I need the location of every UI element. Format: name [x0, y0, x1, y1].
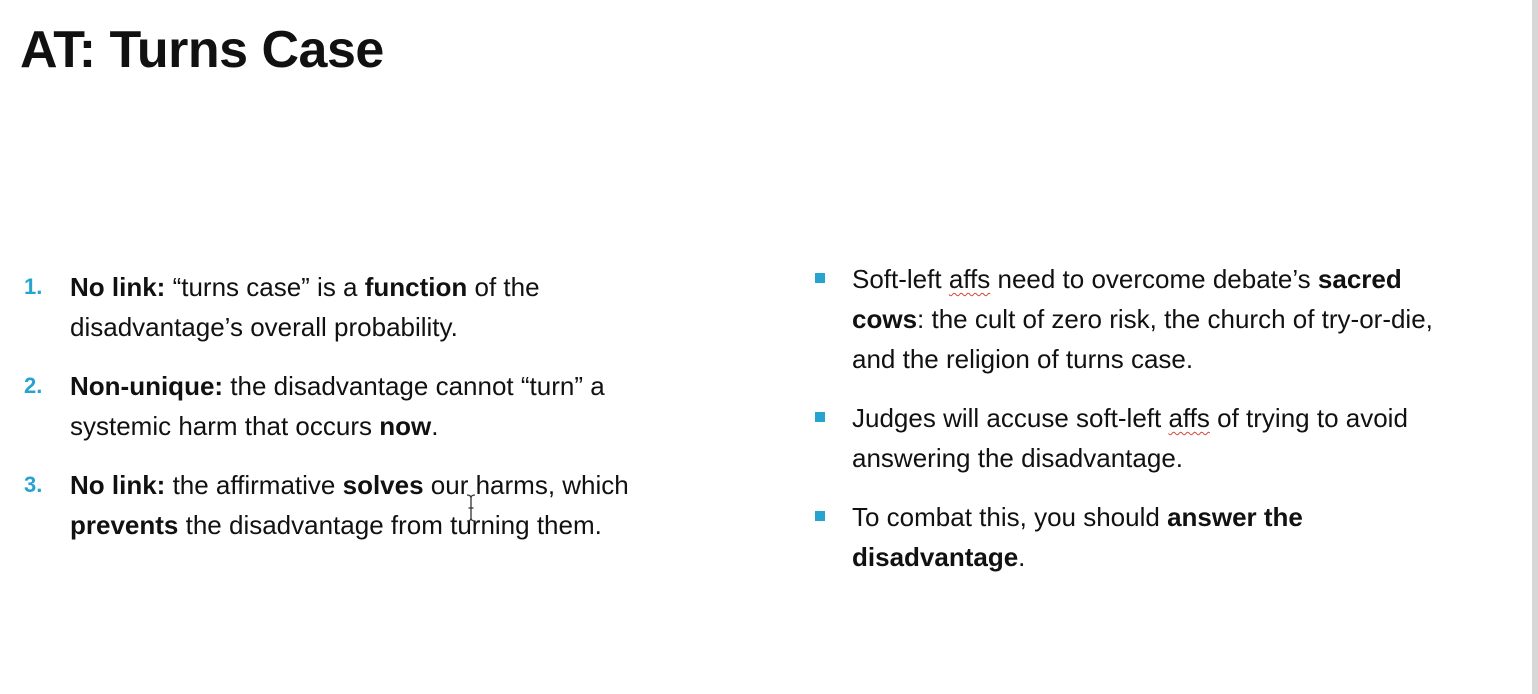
- window-edge: [1532, 0, 1538, 694]
- list-item-text: [70, 267, 714, 347]
- emphasis-text: function: [364, 272, 468, 302]
- emphasis-text: cows: [852, 304, 918, 334]
- numbered-list-item: [24, 267, 714, 347]
- bullet-list: [812, 259, 1502, 596]
- emphasis-text: sacred: [1317, 264, 1402, 294]
- spellcheck-flagged-word: affs: [948, 264, 991, 294]
- body-text: the affirmative: [165, 470, 343, 500]
- square-bullet-icon: [815, 511, 825, 521]
- text-line: [70, 505, 714, 545]
- bullet-list-item: [812, 398, 1502, 478]
- text-line: [70, 366, 714, 406]
- text-cursor-icon: [466, 494, 476, 522]
- emphasis-text: now: [379, 411, 432, 441]
- text-line: [852, 398, 1502, 438]
- body-text: of the: [467, 272, 540, 302]
- list-item-text: [70, 366, 714, 446]
- text-line: [70, 465, 714, 505]
- text-line: [852, 438, 1502, 478]
- body-text: Soft-left: [852, 264, 949, 294]
- body-text: “turns case” is a: [165, 272, 365, 302]
- body-text: disadvantage’s overall probability.: [70, 312, 458, 342]
- text-line: [70, 307, 714, 347]
- body-text: .: [1018, 542, 1026, 572]
- list-item-text: [70, 465, 714, 545]
- body-text: To combat this, you should: [852, 502, 1168, 532]
- list-number: 1.: [24, 274, 43, 299]
- text-line: [70, 406, 714, 446]
- text-line: [70, 267, 714, 307]
- text-line: [852, 259, 1502, 299]
- emphasis-text: No link:: [70, 272, 166, 302]
- text-line: [852, 299, 1502, 339]
- body-text: the disadvantage cannot “turn” a: [223, 371, 605, 401]
- numbered-list: [24, 267, 714, 564]
- body-text: : the cult of zero risk, the church of try-or-die,: [917, 304, 1433, 334]
- emphasis-text: answer the: [1167, 502, 1303, 532]
- bullet-list-item: [812, 497, 1502, 577]
- square-bullet-icon: [815, 273, 825, 283]
- body-text: Judges will accuse soft-left: [852, 403, 1169, 433]
- body-text: of trying to avoid: [1209, 403, 1408, 433]
- square-bullet-icon: [815, 412, 825, 422]
- list-number: 3.: [24, 472, 43, 497]
- numbered-list-item: [24, 465, 714, 545]
- text-line: [852, 537, 1502, 577]
- emphasis-text: solves: [342, 470, 424, 500]
- body-text: need to overcome debate’s: [990, 264, 1318, 294]
- spellcheck-flagged-word: affs: [1168, 403, 1210, 433]
- text-line: [852, 339, 1502, 379]
- text-line: [852, 497, 1502, 537]
- body-text: the disadvantage from turning them.: [178, 510, 602, 540]
- emphasis-text: prevents: [70, 510, 179, 540]
- emphasis-text: disadvantage: [852, 542, 1019, 572]
- list-item-text: [852, 497, 1502, 577]
- emphasis-text: Non-unique:: [70, 371, 224, 401]
- numbered-list-item: [24, 366, 714, 446]
- bullet-list-item: [812, 259, 1502, 379]
- body-text: systemic harm that occurs: [70, 411, 380, 441]
- body-text: and the religion of turns case.: [852, 344, 1194, 374]
- emphasis-text: No link:: [70, 470, 166, 500]
- body-text: .: [431, 411, 439, 441]
- list-item-text: [852, 259, 1502, 379]
- list-item-text: [852, 398, 1502, 478]
- body-text: our harms, which: [423, 470, 629, 500]
- slide-title: AT: Turns Case: [20, 21, 384, 79]
- list-number: 2.: [24, 373, 43, 398]
- body-text: answering the disadvantage.: [852, 443, 1184, 473]
